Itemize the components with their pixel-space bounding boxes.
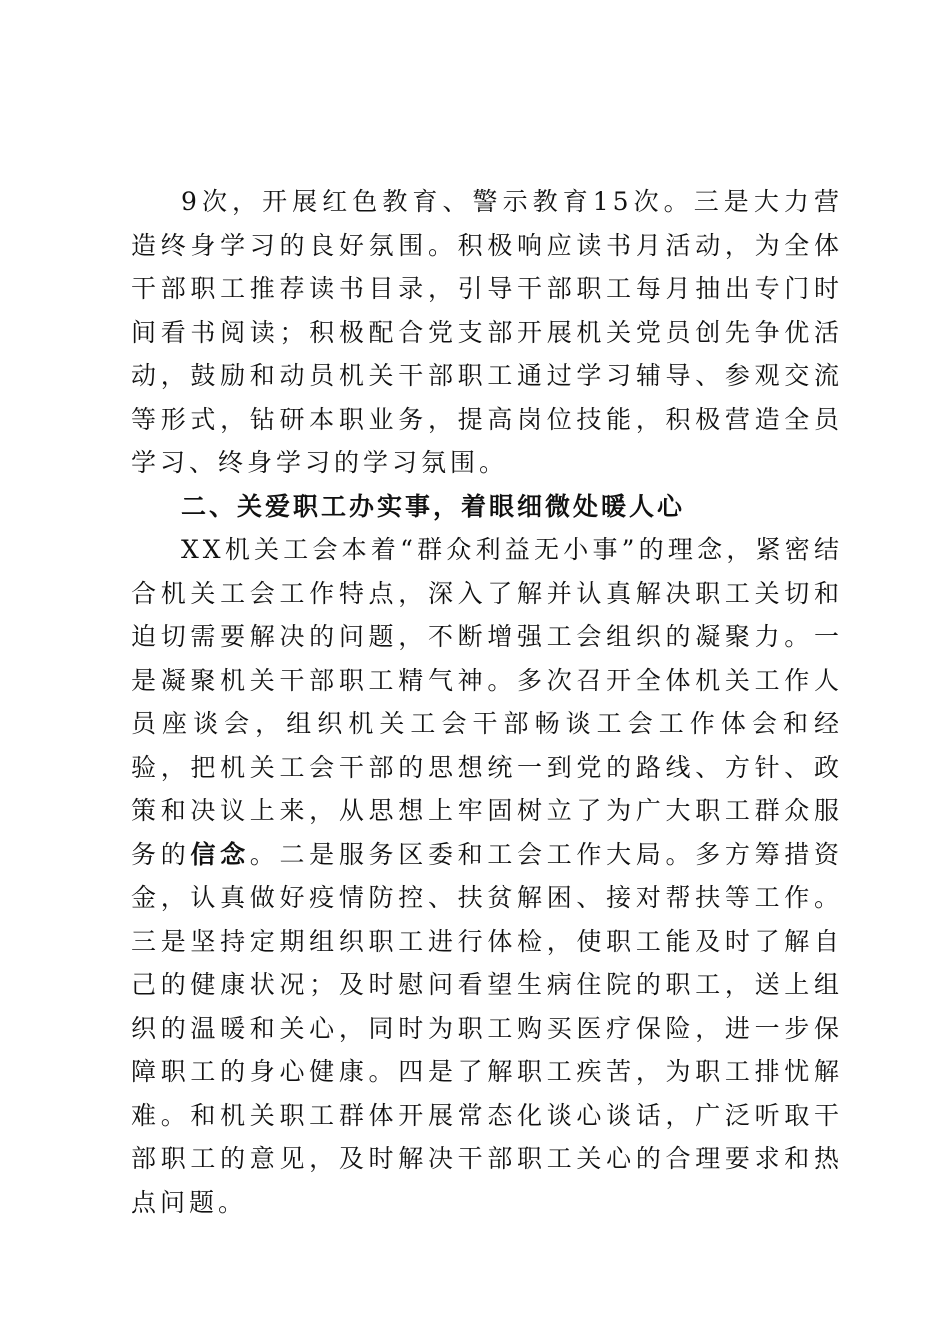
paragraph-2-text-b: 。二是服务区委和工会工作大局。多方筹措资金，认真做好疫情防控、扶贫解困、接对帮扶等工作。三是坚持定期组织职工进行体检，使职工能及时了解自己的健康状况；及时慰问看望生病住院的职工，送上组织的温暖和关心，同时为职工购买医疗保险，进一步保障职工的身心健康。四是了解职工疾苦，为职工排忧解难。和机关职工群体开展常态化谈心谈话，广泛听取干部职工的意见，及时解决干部职工关心的合理要求和热点问题。 [131, 839, 843, 1217]
section-heading-2: 二、关爱职工办实事，着眼细微处暖人心 [181, 491, 686, 521]
paragraph-1: 9次，开展红色教育、警示教育15次。三是大力营造终身学习的良好氛围。积极响应读书月活动，为全体干部职工推荐读书目录，引导干部职工每月抽出专门时间看书阅读；积极配合党支部开展机关党员创先争优活动，鼓励和动员机关干部职工通过学习辅导、参观交流等形式，钻研本职业务，提高岗位技能，积极营造全员学习、终身学习的学习氛围。 [131, 187, 843, 477]
document-body [131, 180, 843, 1224]
paragraph-2 [131, 528, 843, 1224]
paragraph-2-text-a: XX机关工会本着“群众利益无小事”的理念，紧密结合机关工会工作特点，深入了解并认真解决职工关切和迫切需要解决的问题，不断增强工会组织的凝聚力。一是凝聚机关干部职工精气神。多次召开全体机关工作人员座谈会，组织机关工会干部畅谈工会工作体会和经验，把机关工会干部的思想统一到党的路线、方针、政策和决议上来，从思想上牢固树立了为广大职工群众服务的 [131, 535, 843, 869]
paragraph-2-bold-text: 信念 [190, 839, 250, 869]
